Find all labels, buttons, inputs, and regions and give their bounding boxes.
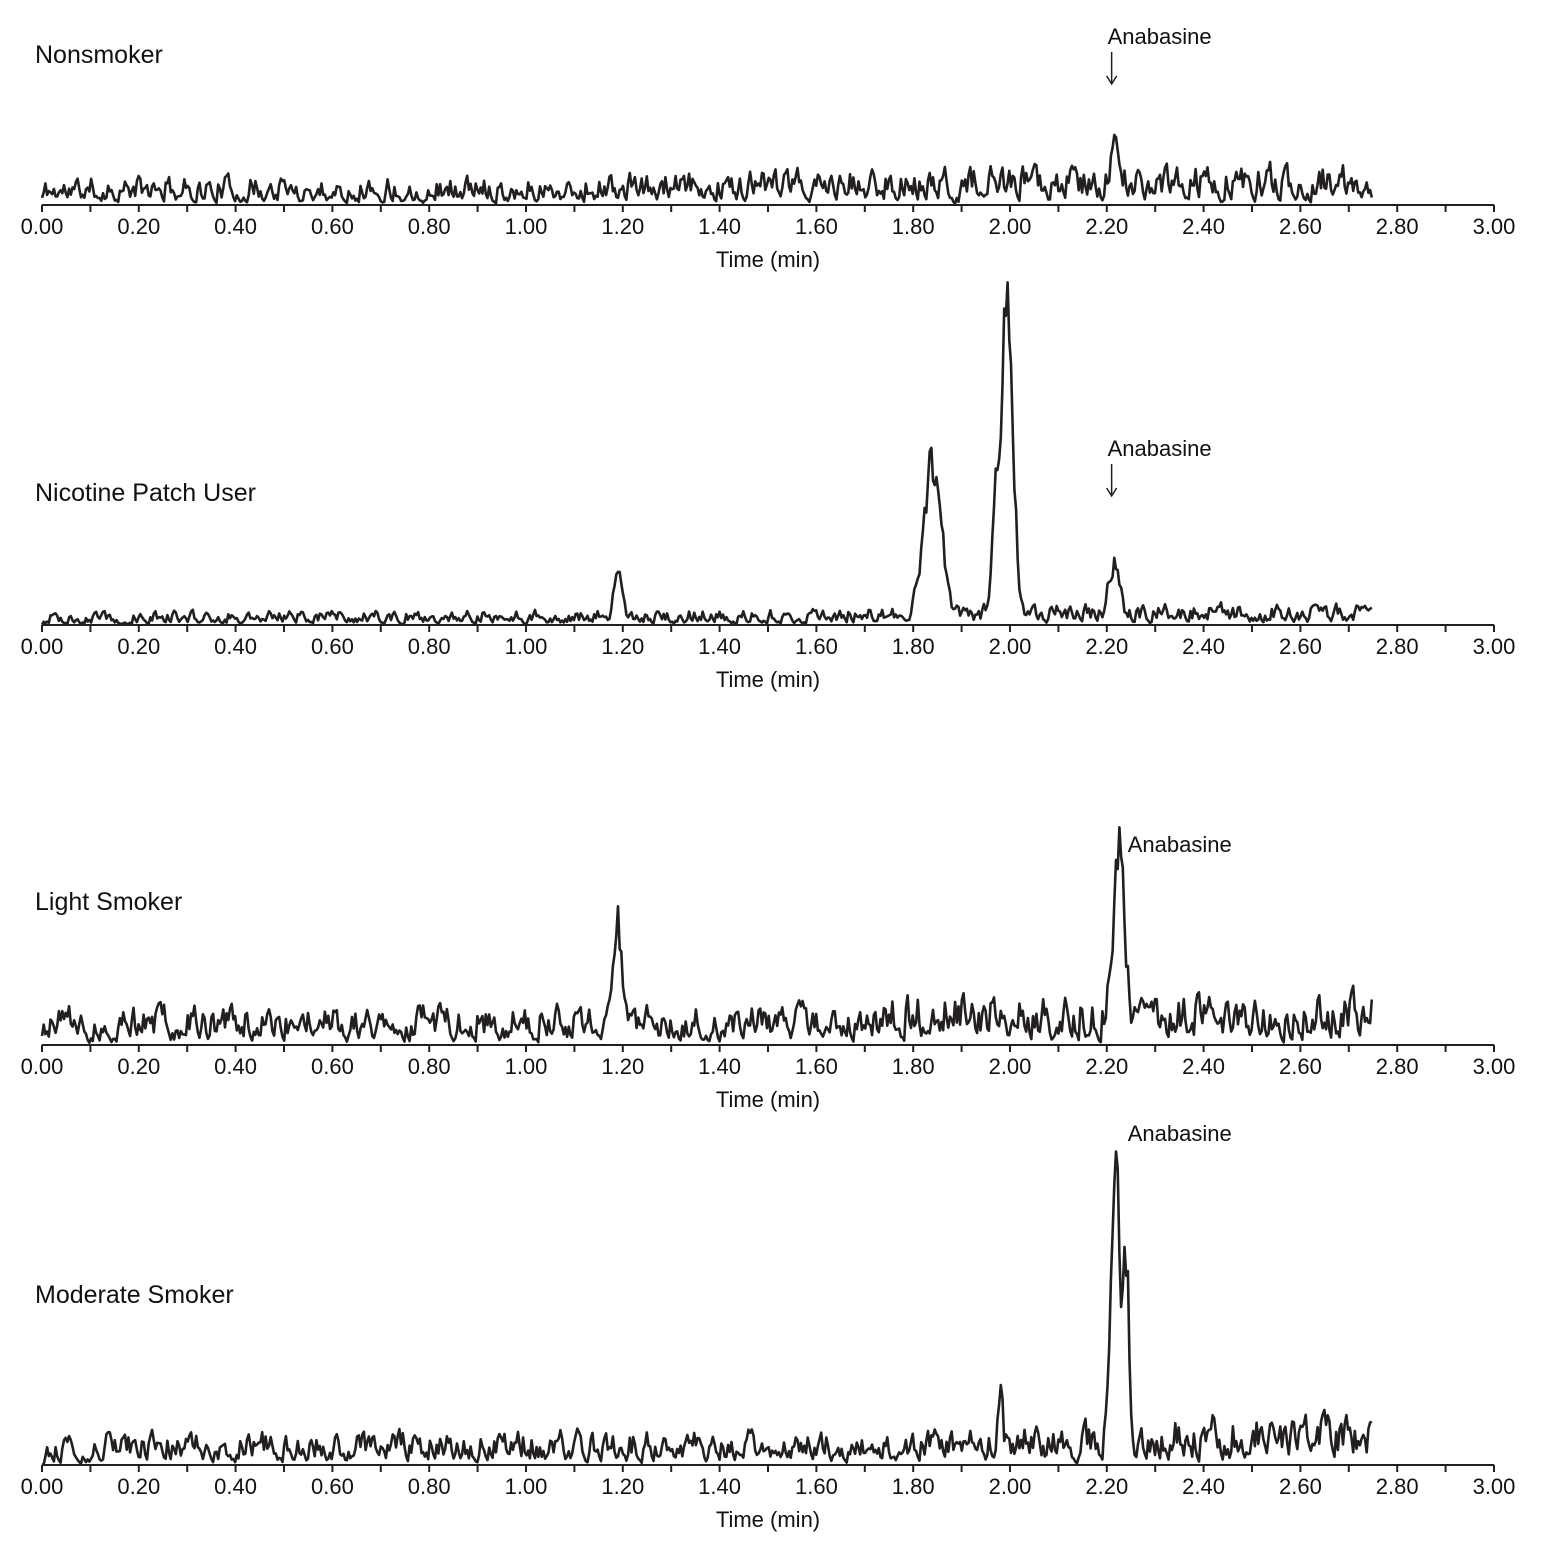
- x-tick-label: 2.00: [988, 634, 1032, 659]
- x-tick-label: 1.80: [891, 214, 935, 239]
- x-axis-title: Time (min): [715, 1507, 821, 1532]
- panel-label: Moderate Smoker: [35, 1281, 234, 1309]
- x-tick-label: 2.80: [1375, 214, 1419, 239]
- x-axis-title: Time (min): [715, 1087, 821, 1112]
- x-tick-label: 0.00: [20, 634, 64, 659]
- x-tick-label: 0.80: [407, 214, 451, 239]
- x-tick-label: 2.00: [988, 1054, 1032, 1079]
- x-tick-label: 0.20: [117, 1054, 161, 1079]
- x-tick-label: 1.60: [794, 634, 838, 659]
- x-tick-label: 1.40: [698, 634, 742, 659]
- x-axis-title: Time (min): [715, 667, 821, 692]
- x-tick-label: 2.80: [1375, 634, 1419, 659]
- x-tick-label: 1.40: [698, 214, 742, 239]
- x-tick-label: 0.00: [20, 214, 64, 239]
- x-tick-label: 0.20: [117, 1474, 161, 1499]
- x-tick-label: 0.80: [407, 1054, 451, 1079]
- x-tick-label: 0.80: [407, 1474, 451, 1499]
- x-tick-label: 1.00: [504, 214, 548, 239]
- trace-line: [42, 1152, 1372, 1465]
- x-axis-title: Time (min): [715, 247, 821, 272]
- x-tick-label: 0.40: [214, 634, 258, 659]
- x-tick-label: 0.40: [214, 1054, 258, 1079]
- x-tick-label: 3.00: [1472, 1054, 1516, 1079]
- panel-2: [21, 282, 1516, 692]
- x-tick-label: 1.00: [504, 634, 548, 659]
- x-tick-label: 1.80: [891, 1474, 935, 1499]
- x-tick-label: 1.60: [794, 1474, 838, 1499]
- x-tick-label: 0.60: [310, 1054, 354, 1079]
- peak-annotation-label: Anabasine: [1107, 24, 1212, 49]
- trace-line: [42, 827, 1372, 1042]
- x-tick-label: 0.60: [310, 1474, 354, 1499]
- x-tick-label: 1.00: [504, 1474, 548, 1499]
- x-tick-label: 2.40: [1182, 634, 1226, 659]
- x-tick-label: 3.00: [1472, 1474, 1516, 1499]
- x-tick-label: 3.00: [1472, 634, 1516, 659]
- x-tick-label: 0.40: [214, 214, 258, 239]
- x-tick-label: 1.20: [601, 1474, 645, 1499]
- x-tick-label: 0.20: [117, 634, 161, 659]
- x-tick-label: 2.60: [1278, 634, 1322, 659]
- x-tick-label: 2.20: [1085, 1474, 1129, 1499]
- x-tick-label: 0.00: [20, 1474, 64, 1499]
- panel-label: Nicotine Patch User: [35, 479, 256, 507]
- panel-1: [21, 24, 1516, 272]
- x-tick-label: 0.40: [214, 1474, 258, 1499]
- x-tick-label: 0.00: [20, 1054, 64, 1079]
- x-tick-label: 2.40: [1182, 1054, 1226, 1079]
- x-tick-label: 2.60: [1278, 1474, 1322, 1499]
- panel-4: [21, 1121, 1516, 1532]
- peak-annotation-label: Anabasine: [1127, 1121, 1232, 1146]
- panel-label: Light Smoker: [35, 888, 183, 916]
- x-tick-label: 2.00: [988, 1474, 1032, 1499]
- x-tick-label: 2.20: [1085, 214, 1129, 239]
- x-tick-label: 2.60: [1278, 1054, 1322, 1079]
- trace-line: [42, 135, 1372, 204]
- x-tick-label: 0.20: [117, 214, 161, 239]
- peak-annotation-label: Anabasine: [1107, 436, 1212, 461]
- panel-label: Nonsmoker: [35, 41, 163, 69]
- x-tick-label: 1.40: [698, 1474, 742, 1499]
- x-tick-label: 1.20: [601, 214, 645, 239]
- x-tick-label: 1.60: [794, 1054, 838, 1079]
- x-tick-label: 2.00: [988, 214, 1032, 239]
- x-tick-label: 2.80: [1375, 1054, 1419, 1079]
- x-tick-label: 2.20: [1085, 1054, 1129, 1079]
- x-tick-label: 2.40: [1182, 214, 1226, 239]
- peak-annotation-label: Anabasine: [1127, 832, 1232, 857]
- down-arrow-icon: [1107, 464, 1117, 496]
- x-tick-label: 1.60: [794, 214, 838, 239]
- x-tick-label: 2.20: [1085, 634, 1129, 659]
- x-tick-label: 2.40: [1182, 1474, 1226, 1499]
- x-tick-label: 0.60: [310, 214, 354, 239]
- down-arrow-icon: [1107, 52, 1117, 84]
- x-tick-label: 2.80: [1375, 1474, 1419, 1499]
- x-tick-label: 1.80: [891, 1054, 935, 1079]
- x-tick-label: 1.80: [891, 634, 935, 659]
- x-tick-label: 1.40: [698, 1054, 742, 1079]
- x-tick-label: 3.00: [1472, 214, 1516, 239]
- x-tick-label: 1.00: [504, 1054, 548, 1079]
- x-tick-label: 1.20: [601, 1054, 645, 1079]
- x-tick-label: 0.60: [310, 634, 354, 659]
- x-tick-label: 2.60: [1278, 214, 1322, 239]
- panel-3: [21, 827, 1516, 1112]
- x-tick-label: 1.20: [601, 634, 645, 659]
- x-tick-label: 0.80: [407, 634, 451, 659]
